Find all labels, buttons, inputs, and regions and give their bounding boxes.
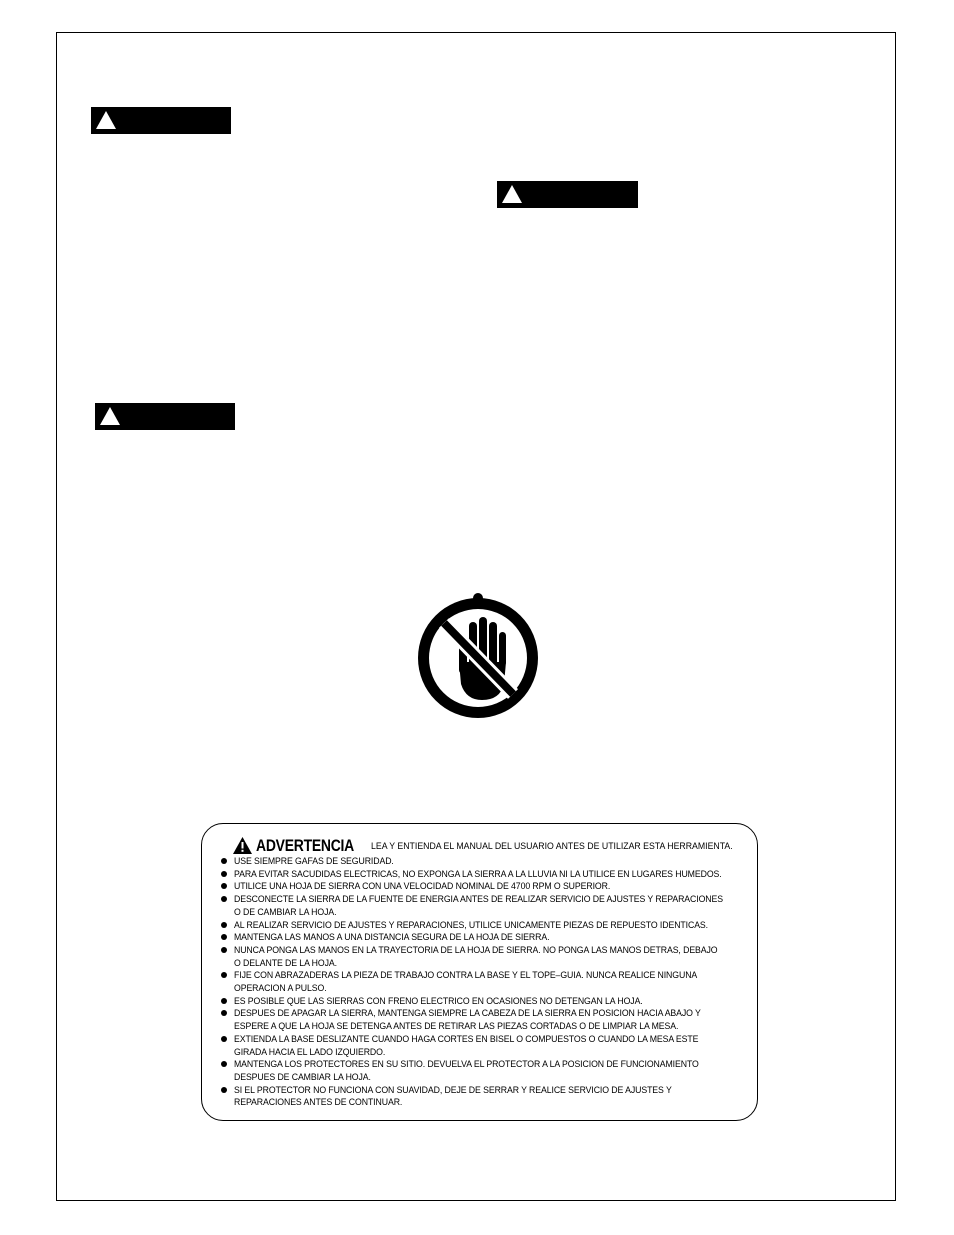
warning-list-item-text: GIRADA HACIA EL LADO IZQUIERDO.: [234, 1046, 386, 1057]
warning-list-item-text: DESPUES DE APAGAR LA SIERRA, MANTENGA SIEMPRE LA CABEZA DE LA SIERRA EN POSICION HACIA ABAJO Y: [234, 1008, 701, 1019]
no-hands-prohibition-icon: [416, 592, 540, 720]
warning-list-item-text: EXTIENDA LA BASE DESLIZANTE CUANDO HAGA CORTES EN BISEL O COMPUESTOS O CUANDO LA MESA ESTE: [234, 1033, 699, 1044]
warning-header-bar-1: [91, 107, 231, 134]
warning-list-item: [219, 969, 749, 994]
bullet-icon: [221, 896, 227, 902]
warning-list-item: [219, 1007, 749, 1032]
bullet-icon: [221, 972, 227, 978]
bullet-icon: [221, 883, 227, 889]
bullet-icon: [221, 947, 227, 953]
warning-list-item: [219, 931, 749, 944]
warning-list-item-text: ESPERE A QUE LA HOJA SE DETENGA ANTES DE RETIRAR LAS PIEZAS CORTADAS O DE LIMPIAR LA MESA.: [234, 1021, 679, 1032]
bullet-icon: [221, 871, 227, 877]
warning-list-item-text: SI EL PROTECTOR NO FUNCIONA CON SUAVIDAD, DEJE DE SERRAR Y REALICE SERVICIO DE AJUSTES Y: [234, 1084, 672, 1095]
warning-list-item: [219, 995, 749, 1008]
warning-list-item-text: DESCONECTE LA SIERRA DE LA FUENTE DE ENERGIA ANTES DE REALIZAR SERVICIO DE AJUSTES Y REPARACIONES: [234, 894, 723, 905]
warning-list-item-text: REPARACIONES ANTES DE CONTINUAR.: [234, 1097, 403, 1108]
warning-list-item: [219, 855, 749, 868]
bullet-icon: [221, 1087, 227, 1093]
warning-list-item: [219, 1084, 749, 1109]
warning-list-item-text: O DE CAMBIAR LA HOJA.: [234, 906, 337, 917]
warning-list-item-text: OPERACION A PULSO.: [234, 983, 327, 994]
bullet-icon: [221, 1061, 227, 1067]
label-header: [233, 836, 753, 856]
warning-list-item-text: MANTENGA LOS PROTECTORES EN SU SITIO. DEVUELVA EL PROTECTOR A LA POSICION DE FUNCIONAMIENTO: [234, 1059, 699, 1070]
warning-triangle-icon: [96, 111, 116, 129]
warning-list-item-text: DESPUES DE CAMBIAR LA HOJA.: [234, 1071, 371, 1082]
bullet-icon: [221, 858, 227, 864]
advertencia-label: [201, 823, 758, 1121]
warning-list-item: [219, 944, 749, 969]
warning-header-bar-2: [497, 181, 638, 208]
bullet-icon: [221, 998, 227, 1004]
warning-header-bar-3: [95, 403, 235, 430]
advertencia-title: ADVERTENCIA: [256, 836, 354, 855]
warning-list-item-text: ES POSIBLE QUE LAS SIERRAS CON FRENO ELECTRICO EN OCASIONES NO DETENGAN LA HOJA.: [234, 995, 643, 1006]
warning-list-item-text: AL REALIZAR SERVICIO DE AJUSTES Y REPARACIONES, UTILICE UNICAMENTE PIEZAS DE REPUESTO IDENTICAS.: [234, 919, 709, 930]
bullet-icon: [221, 1010, 227, 1016]
warning-list-item-text: O DELANTE DE LA HOJA.: [234, 957, 337, 968]
warning-list-item: [219, 919, 749, 932]
warning-triangle-icon: [502, 185, 522, 203]
warning-list-item-text: PARA EVITAR SACUDIDAS ELECTRICAS, NO EXPONGA LA SIERRA A LA LLUVIA NI LA UTILICE EN LUGARES HUMEDOS.: [234, 868, 722, 879]
warning-list-item-text: UTILICE UNA HOJA DE SIERRA CON UNA VELOCIDAD NOMINAL DE 4700 RPM O SUPERIOR.: [234, 881, 611, 892]
warning-list-item-text: MANTENGA LAS MANOS A UNA DISTANCIA SEGURA DE LA HOJA DE SIERRA.: [234, 932, 550, 943]
bullet-icon: [221, 922, 227, 928]
warning-list-item-text: USE SIEMPRE GAFAS DE SEGURIDAD.: [234, 856, 394, 866]
warning-list-item: [219, 1058, 749, 1083]
bullet-icon: [221, 1036, 227, 1042]
warning-list: [219, 855, 749, 1109]
advertencia-intro: LEA Y ENTIENDA EL MANUAL DEL USUARIO ANTES DE UTILIZAR ESTA HERRAMIENTA.: [371, 841, 733, 852]
warning-list-item-text: FIJE CON ABRAZADERAS LA PIEZA DE TRABAJO CONTRA LA BASE Y EL TOPE–GUIA. NUNCA REALICE NINGUNA: [234, 970, 698, 981]
bullet-icon: [221, 934, 227, 940]
warning-list-item: [219, 880, 749, 893]
warning-triangle-icon: [100, 407, 120, 425]
warning-list-item: [219, 1033, 749, 1058]
warning-list-item: [219, 868, 749, 881]
warning-list-item: [219, 893, 749, 918]
warning-triangle-icon: [233, 837, 252, 854]
warning-list-item-text: NUNCA PONGA LAS MANOS EN LA TRAYECTORIA DE LA HOJA DE SIERRA. NO PONGA LAS MANOS DETRAS, DEBAJO: [234, 944, 718, 955]
